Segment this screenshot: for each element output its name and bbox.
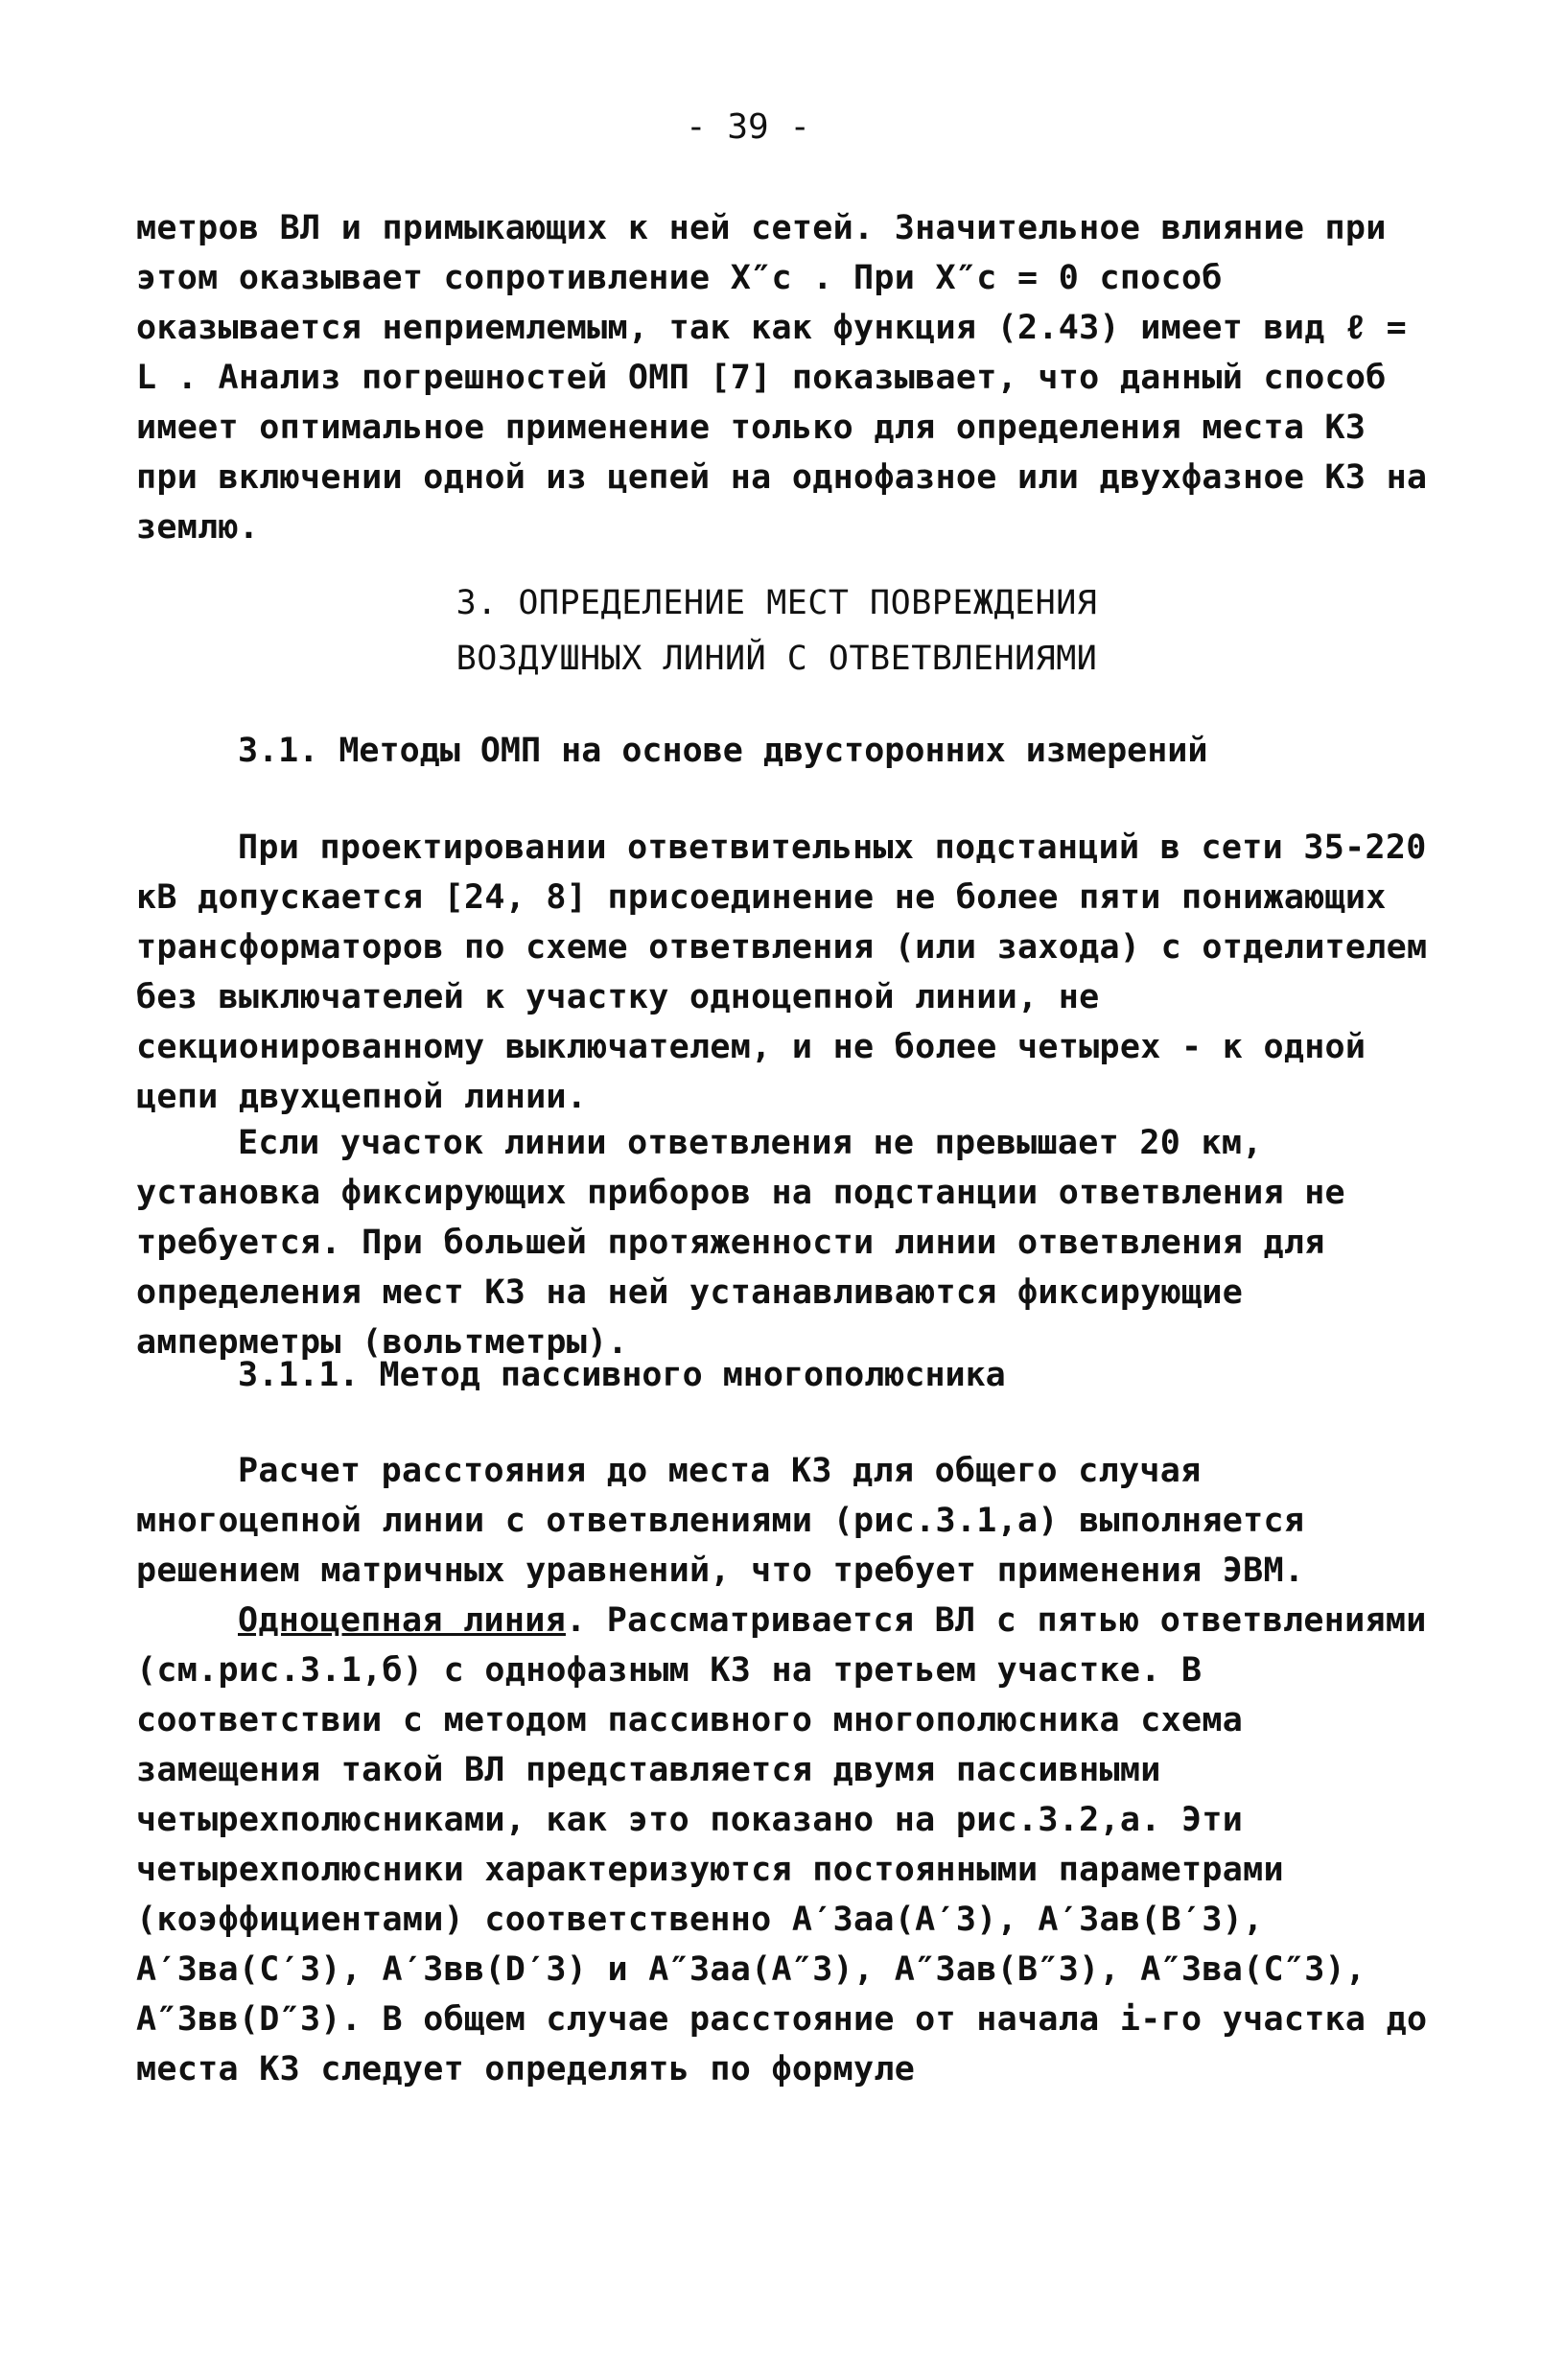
subsection-heading-3-1: 3.1. Методы ОМП на основе двусторонних измерений	[238, 732, 1208, 770]
section-title-line-2: ВОЗДУШНЫХ ЛИНИЙ С ОТВЕТВЛЕНИЯМИ	[455, 640, 1098, 678]
paragraph-substations: При проектировании ответвительных подстанций в сети 35-220 кВ допускается [24, 8] присоединение не более пяти понижающих трансформаторов по схеме ответвления (или захода) с отделителем без выключателей к участку одноцепной линии, не секционированному выключателем, и не более четырех - к одной цепи двухцепной линии.	[136, 828, 1428, 1116]
single-circuit-line-text: . Рассматривается ВЛ с пятью ответвлениями (см.рис.3.1,б) с однофазным КЗ на третьем участке. В соответствии с методом пассивного многополюсника схема замещения такой ВЛ представляется двумя пассивными четырехполюсниками, как это показано на рис.3.2,а. Эти четырехполюсники характеризуются постоянными параметрами (коэффициентами) соответственно A′3aa(A′3), A′3aв(B′3), A′3вa(C′3), A′3вв(D′3) и A″3aa(A″3), A″3aв(B″3), A″3вa(C″3), A″3вв(D″3). В общем случае расстояние от начала i-го участка до места КЗ следует определять по формуле	[136, 1601, 1428, 2088]
paragraph-fixing-devices: Если участок линии ответвления не превышает 20 км, установка фиксирующих приборов на подстанции ответвления не требуется. При большей протяженности линии ответвления для определения мест КЗ на ней устанавливаются фиксирующие амперметры (вольтметры).	[136, 1124, 1345, 1362]
section-title	[288, 575, 1266, 687]
paragraph-intro: метров ВЛ и примыкающих к ней сетей. Значительное влияние при этом оказывает сопротивление X″c . При X″c = 0 способ оказывается неприемлемым, так как функция (2.43) имеет вид ℓ = L . Анализ погрешностей ОМП [7] показывает, что данный способ имеет оптимальное применение только для определения места КЗ при включении одной из цепей на однофазное или двухфазное КЗ на землю.	[136, 209, 1428, 547]
single-circuit-line-label: Одноцепная линия	[238, 1601, 566, 1640]
paragraph-calculation: Расчет расстояния до места КЗ для общего случая многоцепной линии с ответвлениями (рис.3.1,а) выполняется решением матричных уравнений, что требует применения ЭВМ.	[136, 1452, 1305, 1590]
subsection-heading-3-1-1: 3.1.1. Метод пассивного многополюсника	[238, 1356, 1006, 1394]
page-number: - 39 -	[685, 107, 811, 147]
section-title-line-1: 3. ОПРЕДЕЛЕНИЕ МЕСТ ПОВРЕЖДЕНИЯ	[455, 584, 1098, 622]
paragraph-single-circuit-line	[136, 1596, 1429, 2094]
